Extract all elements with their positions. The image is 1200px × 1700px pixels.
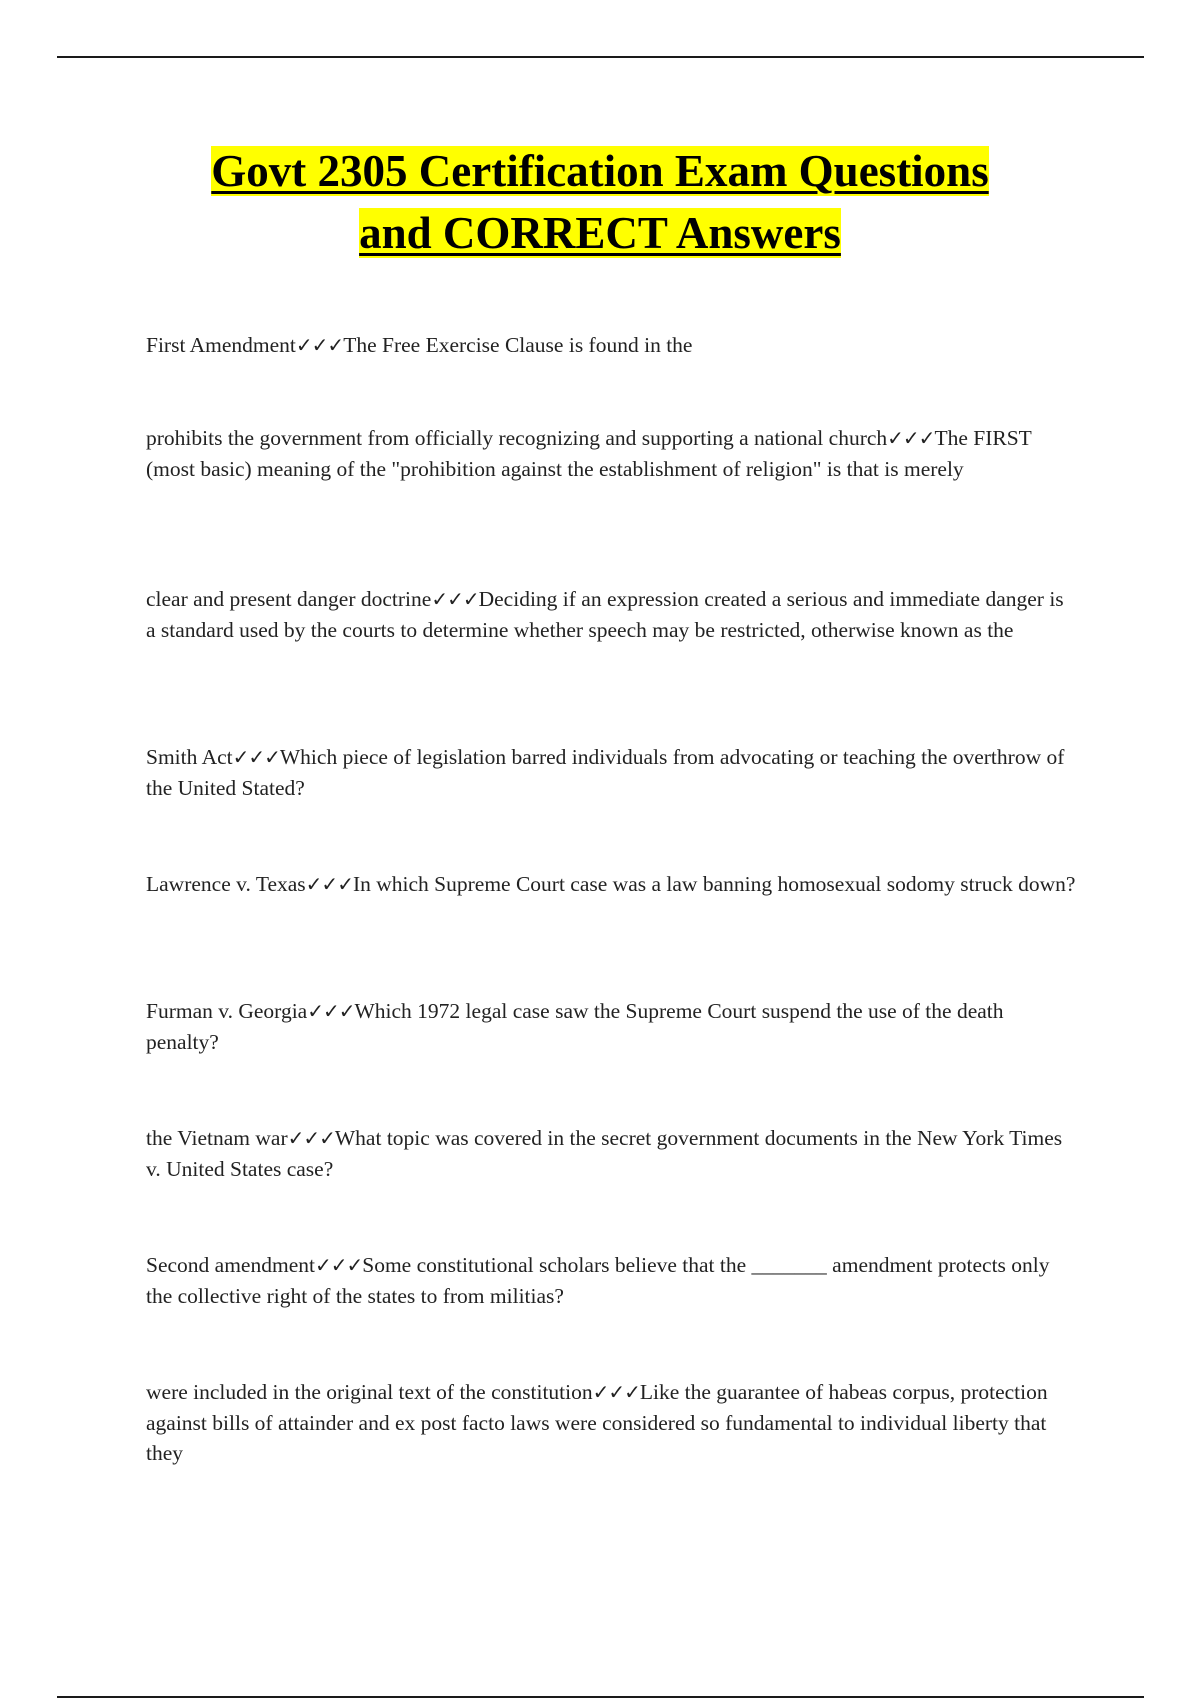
qa-item xyxy=(146,1123,1076,1184)
top-rule xyxy=(57,56,1144,58)
check-marks-icon: ✓✓✓ xyxy=(887,426,935,450)
qa-answer: Smith Act xyxy=(146,745,233,769)
qa-question: Like the guarantee of habeas corpus, protection against bills of attainder and ex post facto laws were considered so fundamental to individual liberty that they xyxy=(146,1380,1048,1465)
qa-item xyxy=(146,584,1076,645)
bottom-rule xyxy=(57,1696,1144,1698)
document-title xyxy=(0,140,1200,264)
qa-question: Some constitutional scholars believe that the _______ amendment protects only the collective right of the states to from militias? xyxy=(146,1253,1050,1308)
qa-item xyxy=(146,330,1076,361)
check-marks-icon: ✓✓✓ xyxy=(295,333,344,357)
check-marks-icon: ✓✓✓ xyxy=(592,1380,640,1404)
qa-answer: the Vietnam war xyxy=(146,1126,288,1150)
title-line-1: Govt 2305 Certification Exam Questions xyxy=(211,146,989,196)
qa-answer: Lawrence v. Texas xyxy=(146,872,306,896)
check-marks-icon: ✓✓✓ xyxy=(305,872,353,896)
qa-question: Which piece of legislation barred individuals from advocating or teaching the overthrow of the United Stated? xyxy=(146,745,1065,800)
qa-answer: First Amendment xyxy=(146,333,296,357)
qa-item xyxy=(146,996,1076,1057)
check-marks-icon: ✓✓✓ xyxy=(232,745,280,769)
qa-answer: Furman v. Georgia xyxy=(146,999,308,1023)
qa-question: In which Supreme Court case was a law banning homosexual sodomy struck down? xyxy=(352,872,1076,896)
qa-question: The Free Exercise Clause is found in the xyxy=(343,333,693,357)
title-line-2: and CORRECT Answers xyxy=(359,208,841,258)
qa-item xyxy=(146,869,1076,900)
qa-question: What topic was covered in the secret government documents in the New York Times v. United States case? xyxy=(146,1126,1063,1181)
qa-question: Which 1972 legal case saw the Supreme Court suspend the use of the death penalty? xyxy=(146,999,1004,1054)
qa-question: Deciding if an expression created a serious and immediate danger is a standard used by the courts to determine whether speech may be restricted, otherwise known as the xyxy=(146,587,1064,642)
qa-answer: prohibits the government from officially recognizing and supporting a national church xyxy=(146,426,888,450)
qa-item xyxy=(146,423,1076,484)
qa-answer: were included in the original text of the constitution xyxy=(146,1380,593,1404)
qa-question: The FIRST (most basic) meaning of the "prohibition against the establishment of religion" is that is merely xyxy=(146,426,1032,481)
check-marks-icon: ✓✓✓ xyxy=(431,587,479,611)
check-marks-icon: ✓✓✓ xyxy=(314,1253,363,1277)
qa-item xyxy=(146,1250,1076,1311)
check-marks-icon: ✓✓✓ xyxy=(287,1126,335,1150)
qa-answer: clear and present danger doctrine xyxy=(146,587,432,611)
qa-answer: Second amendment xyxy=(146,1253,315,1277)
check-marks-icon: ✓✓✓ xyxy=(307,999,355,1023)
qa-item xyxy=(146,742,1076,803)
qa-item xyxy=(146,1377,1076,1469)
